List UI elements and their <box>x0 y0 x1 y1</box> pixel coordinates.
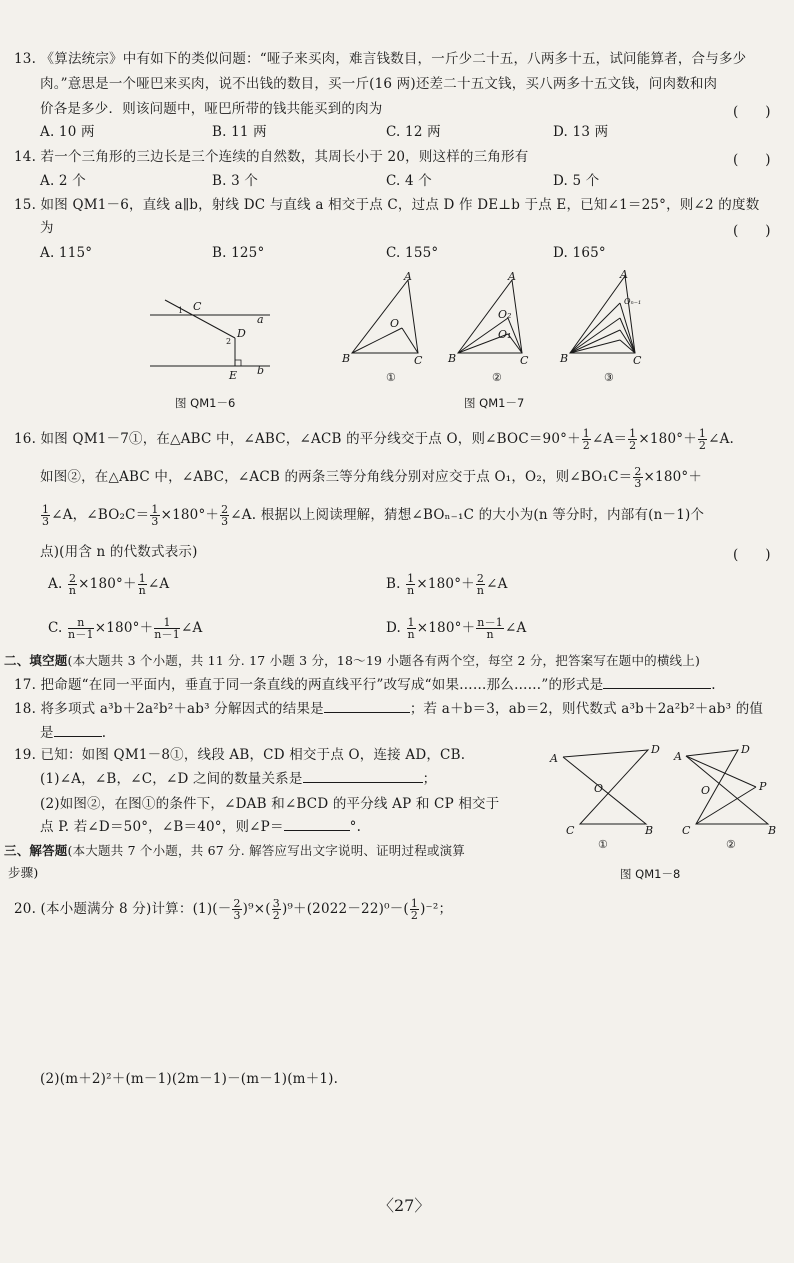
figure-qm1-7-caption: 图 QM1－7 <box>464 396 525 410</box>
fig7b-label-c: C <box>520 354 529 367</box>
q16-frac-1-3-b: $\frac{1}{3}$ <box>151 503 159 528</box>
q19-blank-1[interactable] <box>303 782 423 783</box>
q13-line1: 13. 《算法统宗》中有如下的类似问题：“哑子来买肉，难言钱数目，一斤少二十五，八两多十五，试问能算者，合与多少 <box>14 51 747 67</box>
fig8a-label-d: D <box>651 743 660 756</box>
fig8a-label-c: C <box>566 824 575 837</box>
fig7c-label-a: A <box>620 268 628 281</box>
figure-qm1-8 <box>548 742 780 852</box>
q15-answer-paren: ( ) <box>733 223 771 239</box>
fig7b-label-o2: O₂ <box>498 308 512 321</box>
q16-frac-half-3: $\frac{1}{2}$ <box>698 427 707 452</box>
q19-line2: (1)∠A，∠B，∠C，∠D 之间的数量关系是 ； <box>40 771 437 787</box>
fig8b-label-o: O <box>701 784 711 797</box>
section3-desc: (本大题共 7 个小题，共 67 分. 解答应写出文字说明、证明过程或演算 <box>67 843 465 858</box>
q19-line1: 19. 已知：如图 QM1－8①，线段 AB，CD 相交于点 O，连接 AD，CB. <box>14 747 466 763</box>
figure-qm1-6-caption: 图 QM1－6 <box>175 396 236 410</box>
fig7a-label-o: O <box>390 317 400 330</box>
q14-answer-paren: ( ) <box>733 152 771 168</box>
fig8b-circle-2: ② <box>726 838 736 851</box>
fig7b-label-o1: O₁ <box>498 328 512 341</box>
q14-option-b: B. 3 个 <box>212 173 259 189</box>
fig8a-label-o: O <box>594 782 604 795</box>
fig7a-label-b: B <box>342 352 351 365</box>
section2-title: 二、填空题 <box>4 653 68 668</box>
fig7c-label-on1: Oₙ₋₁ <box>624 297 642 306</box>
q16-frac-1-3-a: $\frac{1}{3}$ <box>42 503 50 528</box>
fig7b-label-a: A <box>508 270 516 283</box>
fig7a-circle-1: ① <box>386 371 396 384</box>
q16-text-2a: 如图②，在△ABC 中，∠ABC，∠ACB 的两条三等分角线分别对应交于点 O₁，O₂，则∠BO₁C＝ <box>40 469 633 485</box>
q13-option-c: C. 12 两 <box>386 124 441 140</box>
fig6-label-e: E <box>229 369 238 382</box>
figure-qm1-8-caption: 图 QM1－8 <box>620 867 681 881</box>
fig7c-circle-3: ③ <box>604 371 614 384</box>
section3-title: 三、解答题 <box>4 843 68 858</box>
fig6-label-b: b <box>257 364 265 377</box>
q16-option-c: C. $\frac{n}{n-1}$ ×180°＋ $\frac{1}{n-1}$ ∠A <box>48 616 203 641</box>
q15-line1: 15. 如图 QM1－6，直线 a∥b，射线 DC 与直线 a 相交于点 C，过点 D 作 DE⊥b 于点 E，已知∠1＝25°，则∠2 的度数 <box>14 197 760 213</box>
q16-text-1c: ×180°＋ <box>638 431 697 447</box>
q15-line2: 为 <box>40 220 54 236</box>
q16-text-1b: ∠A＝ <box>591 431 628 447</box>
q16-text-2b: ×180°＋ <box>643 469 703 485</box>
fig6-label-1: 1 <box>178 306 184 315</box>
fig7b-label-b: B <box>448 352 457 365</box>
q13-line2: 肉。”意思是一个哑巴来买肉，说不出钱的数目，买一斤(16 两)还差二十五文钱，买八两多十五文钱，问肉数和肉 <box>40 76 718 92</box>
q18-line2: 是 . <box>40 725 107 741</box>
figure-qm1-6 <box>145 290 280 390</box>
q13-option-b: B. 11 两 <box>212 124 267 140</box>
fig6-label-2: 2 <box>226 337 232 346</box>
q16-option-d: D. $\frac{1}{n}$ ×180°＋ $\frac{n-1}{n}$ ∠A <box>386 616 527 641</box>
section2-header <box>4 652 700 670</box>
q16-text-1d: ∠A. <box>708 431 735 447</box>
q16-frac-half-2: $\frac{1}{2}$ <box>629 427 637 452</box>
q16-frac-2-3-b: $\frac{2}{3}$ <box>221 503 229 528</box>
fig8a-circle-1: ① <box>598 838 608 851</box>
fig7c-label-b: B <box>560 352 569 365</box>
q15-option-d: D. 165° <box>553 245 606 261</box>
q16-text-3a: ∠A，∠BO₂C＝ <box>51 507 150 523</box>
fig8b-label-b: B <box>768 824 777 837</box>
figure-qm1-7 <box>330 268 660 388</box>
page-number: 〈27〉 <box>378 1196 431 1215</box>
fig6-label-c: C <box>193 300 202 313</box>
q16-line3 <box>40 504 704 527</box>
fig7a-label-a: A <box>404 270 412 283</box>
q16-frac-half-1: $\frac{1}{2}$ <box>582 427 590 452</box>
section2-desc: (本大题共 3 个小题，共 11 分. 17 小题 3 分，18～19 小题各有两个空，每空 2 分，把答案写在题中的横线上) <box>67 653 701 668</box>
fig6-label-d: D <box>237 327 246 340</box>
q16-text-3c: ∠A. 根据以上阅读理解，猜想∠BOₙ₋₁C 的大小为(n 等分时，内部有(n－1)个 <box>230 507 705 523</box>
q14-option-d: D. 5 个 <box>553 173 600 189</box>
q13-line3: 价各是多少．则该问题中，哑巴所带的钱共能买到的肉为 <box>40 101 383 117</box>
q13-answer-paren: ( ) <box>733 104 771 120</box>
q14-line1: 14. 若一个三角形的三边长是三个连续的自然数，其周长小于 20，则这样的三角形有 <box>14 149 529 165</box>
fig8b-label-a: A <box>674 750 682 763</box>
q15-option-b: B. 125° <box>212 245 265 261</box>
q16-answer-paren: ( ) <box>733 547 771 563</box>
q15-option-c: C. 155° <box>386 245 439 261</box>
q14-option-c: C. 4 个 <box>386 173 433 189</box>
q17-line1: 17. 把命题“在同一平面内，垂直于同一条直线的两直线平行”改写成“如果……那么……”的形式是 . <box>14 677 716 693</box>
q16-text-3b: ×180°＋ <box>160 507 220 523</box>
q19-line4: 点 P. 若∠D＝50°，∠B＝40°，则∠P＝ °. <box>40 819 362 835</box>
q16-line2 <box>40 466 702 489</box>
q13-option-d: D. 13 两 <box>553 124 609 140</box>
fig7c-label-c: C <box>633 354 642 367</box>
q20-line2: (2)(m＋2)²＋(m－1)(2m－1)－(m－1)(m＋1). <box>40 1071 339 1087</box>
q18-line1: 18. 将多项式 a³b＋2a²b²＋ab³ 分解因式的结果是 ；若 a＋b＝3，ab＝2，则代数式 a³b＋2a²b²＋ab³ 的值 <box>14 701 764 717</box>
fig8a-label-b: B <box>645 824 654 837</box>
q16-text-1a: 16. 如图 QM1－7①，在△ABC 中，∠ABC，∠ACB 的平分线交于点 O，则∠BOC＝90°＋ <box>14 431 581 447</box>
q18-blank-2[interactable] <box>54 736 102 737</box>
fig7a-label-c: C <box>414 354 423 367</box>
q16-option-b: B. $\frac{1}{n}$ ×180°＋ $\frac{2}{n}$ ∠A <box>386 572 508 597</box>
q16-option-a: A. $\frac{2}{n}$ ×180°＋ $\frac{1}{n}$ ∠A <box>48 572 170 597</box>
q17-blank[interactable] <box>603 688 711 689</box>
q18-blank-1[interactable] <box>324 712 410 713</box>
fig8a-label-a: A <box>550 752 558 765</box>
fig8b-label-d: D <box>741 743 750 756</box>
q13-option-a: A. 10 两 <box>40 124 95 140</box>
fig6-label-a: a <box>257 313 264 326</box>
fig8b-label-p: P <box>759 780 767 793</box>
q16-frac-2-3: $\frac{2}{3}$ <box>634 465 642 490</box>
q20-line1: 20. (本小题满分 8 分)计算：(1)(－ $\frac{2}{3}$ )⁹×( $\frac{3}{2}$ )⁹＋(2022－22)⁰－( $\frac{1}{2}$ )⁻²； <box>14 897 453 922</box>
q15-option-a: A. 115° <box>40 245 93 261</box>
q16-line1 <box>14 428 734 451</box>
q14-option-a: A. 2 个 <box>40 173 86 189</box>
section3-desc-line2: 步骤) <box>8 865 39 880</box>
fig7b-circle-2: ② <box>492 371 502 384</box>
q16-line4: 点)(用含 n 的代数式表示) <box>40 544 198 560</box>
q19-line3: (2)如图②，在图①的条件下，∠DAB 和∠BCD 的平分线 AP 和 CP 相交于 <box>40 796 500 812</box>
q19-blank-2[interactable] <box>284 830 350 831</box>
fig8b-label-c: C <box>682 824 691 837</box>
section3-header <box>4 842 465 860</box>
